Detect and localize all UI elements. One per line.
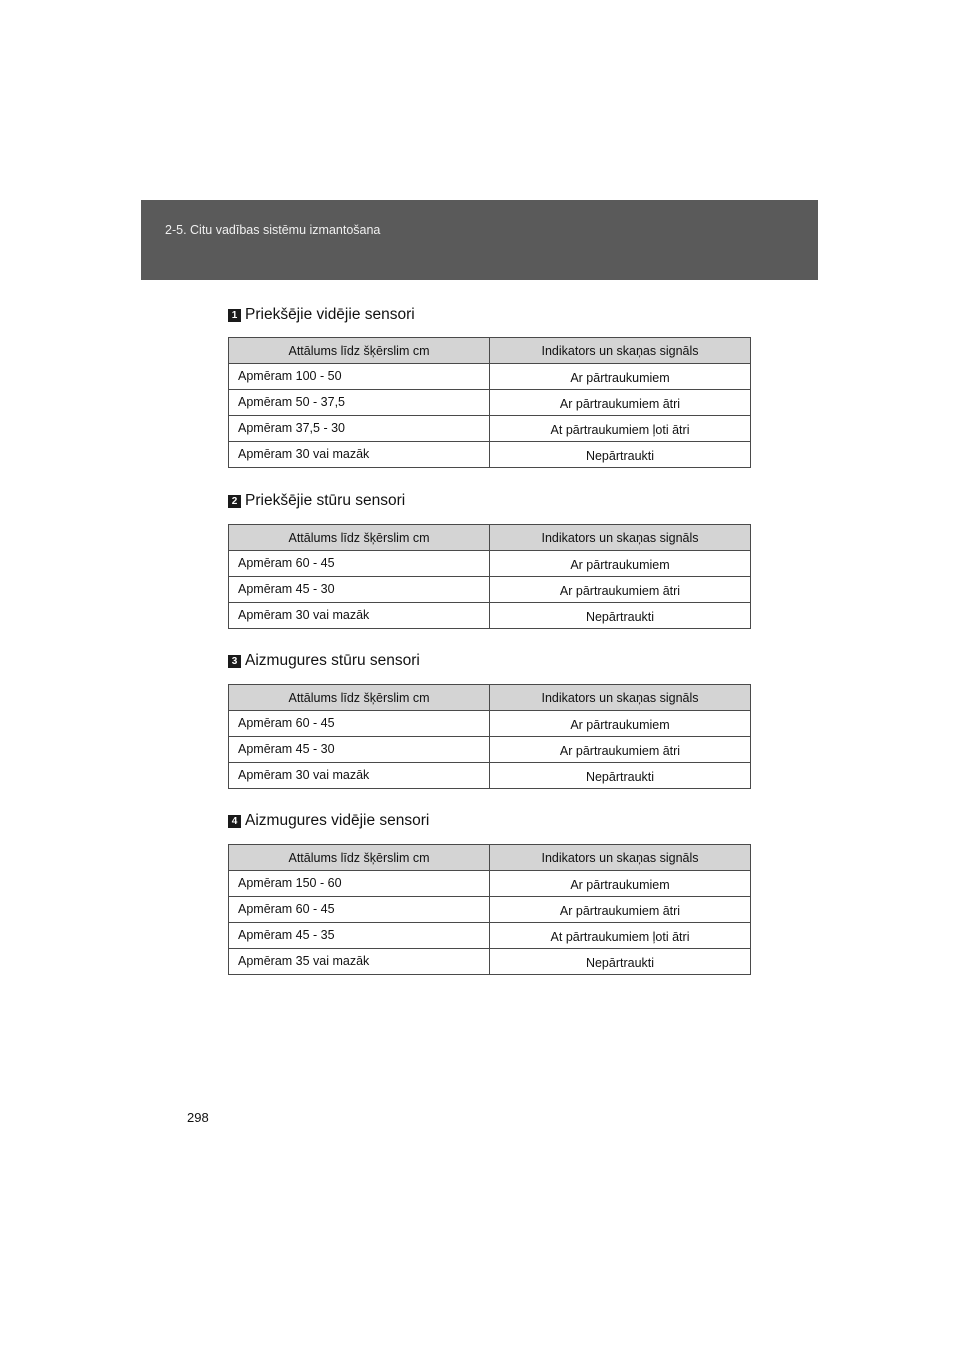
section-number-badge: 2 [228, 495, 241, 508]
table-row [229, 923, 751, 949]
section-title: Aizmugures stūru sensori [245, 652, 420, 669]
table-row [229, 711, 751, 737]
indicator-column-header: Indikators un skaņas signāls [490, 845, 751, 871]
distance-column-header: Attālums līdz šķērslim cm [229, 338, 490, 364]
indicator-cell: Ar pārtraukumiem ātri [490, 390, 751, 416]
distance-cell: Apmēram 60 - 45 [229, 711, 490, 737]
table-row [229, 949, 751, 975]
chapter-header-band [141, 200, 818, 280]
distance-cell: Apmēram 45 - 30 [229, 737, 490, 763]
table-row [229, 551, 751, 577]
indicator-cell: Ar pārtraukumiem [490, 711, 751, 737]
section-heading [228, 491, 405, 511]
section-heading [228, 811, 429, 831]
indicator-column-header: Indikators un skaņas signāls [490, 338, 751, 364]
distance-column-header: Attālums līdz šķērslim cm [229, 685, 490, 711]
table-header-row [229, 525, 751, 551]
table-row [229, 897, 751, 923]
table-row [229, 364, 751, 390]
chapter-title: 2-5. Citu vadības sistēmu izmantošana [165, 223, 381, 237]
distance-column-header: Attālums līdz šķērslim cm [229, 845, 490, 871]
indicator-cell: Ar pārtraukumiem ātri [490, 737, 751, 763]
distance-table [228, 684, 751, 789]
section-heading [228, 651, 420, 671]
distance-cell: Apmēram 60 - 45 [229, 897, 490, 923]
indicator-cell: Ar pārtraukumiem [490, 551, 751, 577]
distance-cell: Apmēram 30 vai mazāk [229, 763, 490, 789]
section-number-badge: 4 [228, 815, 241, 828]
indicator-cell: At pārtraukumiem ļoti ātri [490, 416, 751, 442]
page-number: 298 [187, 1110, 209, 1125]
distance-cell: Apmēram 50 - 37,5 [229, 390, 490, 416]
section-number-badge: 1 [228, 309, 241, 322]
indicator-cell: Ar pārtraukumiem [490, 364, 751, 390]
distance-cell: Apmēram 37,5 - 30 [229, 416, 490, 442]
table-header-row [229, 685, 751, 711]
section-title: Priekšējie stūru sensori [245, 492, 406, 509]
table-row [229, 416, 751, 442]
section-number-badge: 3 [228, 655, 241, 668]
distance-cell: Apmēram 45 - 30 [229, 577, 490, 603]
distance-cell: Apmēram 30 vai mazāk [229, 442, 490, 468]
table-row [229, 442, 751, 468]
indicator-cell: Nepārtraukti [490, 949, 751, 975]
distance-cell: Apmēram 35 vai mazāk [229, 949, 490, 975]
indicator-cell: At pārtraukumiem ļoti ātri [490, 923, 751, 949]
table-header-row [229, 338, 751, 364]
indicator-cell: Nepārtraukti [490, 603, 751, 629]
table-row [229, 871, 751, 897]
distance-column-header: Attālums līdz šķērslim cm [229, 525, 490, 551]
table-row [229, 603, 751, 629]
distance-cell: Apmēram 150 - 60 [229, 871, 490, 897]
table-row [229, 390, 751, 416]
section-title: Aizmugures vidējie sensori [245, 812, 430, 829]
distance-cell: Apmēram 30 vai mazāk [229, 603, 490, 629]
distance-table [228, 524, 751, 629]
table-header-row [229, 845, 751, 871]
indicator-cell: Ar pārtraukumiem ātri [490, 897, 751, 923]
table-row [229, 737, 751, 763]
section-heading [228, 305, 415, 325]
indicator-cell: Ar pārtraukumiem ātri [490, 577, 751, 603]
table-row [229, 577, 751, 603]
distance-cell: Apmēram 100 - 50 [229, 364, 490, 390]
distance-table [228, 337, 751, 468]
distance-table [228, 844, 751, 975]
indicator-cell: Ar pārtraukumiem [490, 871, 751, 897]
section-title: Priekšējie vidējie sensori [245, 306, 415, 323]
distance-cell: Apmēram 45 - 35 [229, 923, 490, 949]
indicator-column-header: Indikators un skaņas signāls [490, 525, 751, 551]
indicator-column-header: Indikators un skaņas signāls [490, 685, 751, 711]
table-row [229, 763, 751, 789]
indicator-cell: Nepārtraukti [490, 763, 751, 789]
distance-cell: Apmēram 60 - 45 [229, 551, 490, 577]
indicator-cell: Nepārtraukti [490, 442, 751, 468]
